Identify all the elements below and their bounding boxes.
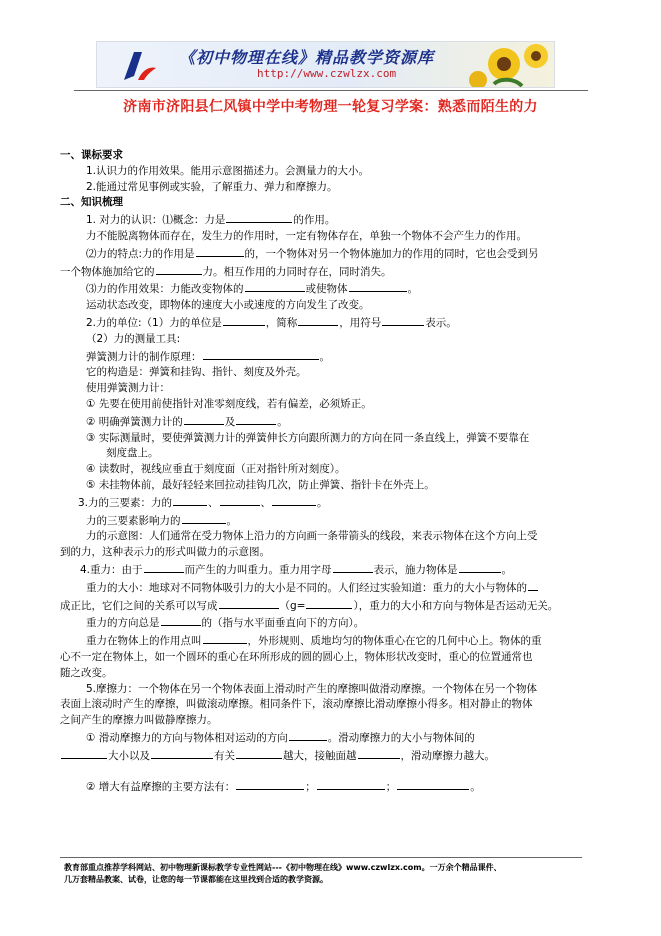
page-footer <box>64 862 594 886</box>
blank <box>298 314 338 326</box>
footer-line: 教育部重点推荐学科网站、初中物理新课标教学专业性网站---《初中物理在线》www.czwlzx.com。一万余个精品课件、 <box>64 863 502 872</box>
blank <box>184 413 224 425</box>
blank <box>161 614 201 626</box>
text-line: 1. 对力的认识：⑴概念：力是 的作用。 <box>60 211 560 229</box>
blank <box>528 579 538 591</box>
list-item: ② 增大有益摩擦的主要方法有： ； ； 。 <box>60 778 560 796</box>
text-line: 力的示意图：人们通常在受力物体上沿力的方向画一条带箭头的线段，来表示物体在这个方向上受 <box>86 530 538 543</box>
text-line: （2）力的测量工具: <box>86 332 181 345</box>
text-line: 4.重力：由于 而产生的力叫重力。重力用字母 表示，施力物体是 。 <box>60 561 560 579</box>
banner-url: http://www.czwlzx.com <box>257 67 397 80</box>
blank <box>196 245 244 257</box>
text-line: 2.力的单位:（1）力的单位是 ，简称 ，用符号 表示。 <box>60 314 560 332</box>
spacer <box>60 764 560 778</box>
blank <box>226 211 292 223</box>
text-line: 重力在物体上的作用点叫 ，外形规则、质地均匀的物体重心在它的几何中心上。物体的重 <box>60 632 560 650</box>
footer-line: 几万套精品教案、试卷，让您的每一节课都能在这里找到合适的教学资源。 <box>64 875 328 884</box>
blank <box>459 561 501 573</box>
document-body <box>60 148 560 796</box>
list-item: ⑤ 未挂物体前，最好轻轻来回拉动挂钩几次，防止弹簧、指针卡在外壳上。 <box>86 478 435 491</box>
blank <box>61 747 107 759</box>
text-line: 表面上滚动时产生的摩擦，叫做滚动摩擦。相同条件下，滚动摩擦比滑动摩擦小得多。相对静止的物体 <box>60 698 533 711</box>
blank <box>236 413 276 425</box>
text-line: 2.能通过常见事例或实验，了解重力、弹力和摩擦力。 <box>86 180 338 193</box>
text-line: 运动状态改变，即物体的速度大小或速度的方向发生了改变。 <box>86 299 370 312</box>
blank <box>306 597 352 609</box>
sunflower-image <box>464 42 554 88</box>
blank <box>236 778 304 790</box>
text-line: 3.力的三要素：力的 、 、 。 <box>60 494 560 512</box>
blank <box>289 729 327 741</box>
blank <box>144 561 184 573</box>
banner-title: 《初中物理在线》精品教学资源库 <box>179 48 435 67</box>
blank <box>333 561 373 573</box>
blank <box>220 494 260 506</box>
text-line: ⑵力的特点:力的作用是 的，一个物体对另一个物体施加力的作用的同时，它也会受到另 <box>60 245 560 263</box>
header-rule <box>74 90 588 91</box>
blank <box>182 512 226 524</box>
site-banner <box>96 41 555 88</box>
text-line: 之间产生的摩擦力叫做静摩擦力。 <box>60 714 218 727</box>
text-line: 力不能脱离物体而存在，发生力的作用时，一定有物体存在，单独一个物体不会产生力的作用。 <box>86 229 527 242</box>
text-line: 5.摩擦力：一个物体在另一个物体表面上滑动时产生的摩擦叫做滑动摩擦。一个物体在另一个物体 <box>86 682 538 695</box>
blank <box>219 597 279 609</box>
text-line: 一个物体施加给它的 力。相互作用的力同时存在，同时消失。 <box>60 263 560 281</box>
text-line: 弹簧测力计的制作原理： 。 <box>60 348 560 366</box>
list-item: ① 滑动摩擦力的方向与物体相对运动的方向 。滑动摩擦力的大小与物体间的 <box>60 729 560 747</box>
blank <box>203 348 319 360</box>
list-item: ① 先要在使用前使指针对准零刻度线，若有偏差，必须矫正。 <box>86 397 372 410</box>
text-line: 1.认识力的作用效果。能用示意图描述力。会测量力的大小。 <box>86 164 370 177</box>
section-heading: 一、课标要求 <box>60 149 123 161</box>
blank <box>236 747 282 759</box>
blank <box>245 280 305 292</box>
blank <box>173 494 207 506</box>
text-line: 成正比，它们之间的关系可以写成 （g= ），重力的大小和方向与物体是否运动无关。 <box>60 597 560 615</box>
site-logo-icon <box>120 46 160 86</box>
blank <box>203 632 247 644</box>
blank <box>317 778 385 790</box>
footer-rule <box>60 857 582 858</box>
text-line: ⑶力的作用效果：力能改变物体的 或使物体 。 <box>60 280 560 298</box>
blank <box>156 263 202 275</box>
text-line: 使用弹簧测力计： <box>86 382 170 395</box>
blank <box>382 314 424 326</box>
text-line: 重力的方向总是 的（指与水平面垂直向下的方向）。 <box>60 614 560 632</box>
list-item: ③ 实际测量时，要使弹簧测力计的弹簧伸长方向跟所测力的方向在同一条直线上，弹簧不要靠在 <box>86 431 530 444</box>
list-item-continued: 大小以及 有关 越大，接触面越 ，滑动摩擦力越大。 <box>60 747 560 765</box>
list-item-continued: 刻度盘上。 <box>106 447 159 460</box>
text-line: 心不一定在物体上，如一个圆环的重心在环所形成的圆的圆心上，物体形状改变时，重心的位置通常也 <box>60 650 533 663</box>
blank <box>349 280 407 292</box>
list-item: ② 明确弹簧测力计的 及 。 <box>60 413 560 431</box>
section-heading: 二、知识梳理 <box>60 196 123 209</box>
text-line: 它的构造是：弹簧和挂钩、指针、刻度及外壳。 <box>86 366 307 379</box>
blank <box>358 747 400 759</box>
blank <box>151 747 213 759</box>
text-line: 重力的大小：地球对不同物体吸引力的大小是不同的。人们经过实验知道：重力的大小与物体的 <box>60 579 560 597</box>
blank <box>397 778 469 790</box>
list-item: ④ 读数时，视线应垂直于刻度面（正对指针所对刻度）。 <box>86 463 346 476</box>
blank <box>223 314 265 326</box>
page-title: 济南市济阳县仁风镇中学中考物理一轮复习学案：熟悉而陌生的力 <box>123 99 538 115</box>
text-line: 力的三要素影响力的 。 <box>60 512 560 530</box>
text-line: 随之改变。 <box>60 666 113 679</box>
blank <box>272 494 316 506</box>
text-line: 到的力，这种表示力的形式叫做力的示意图。 <box>60 546 270 559</box>
